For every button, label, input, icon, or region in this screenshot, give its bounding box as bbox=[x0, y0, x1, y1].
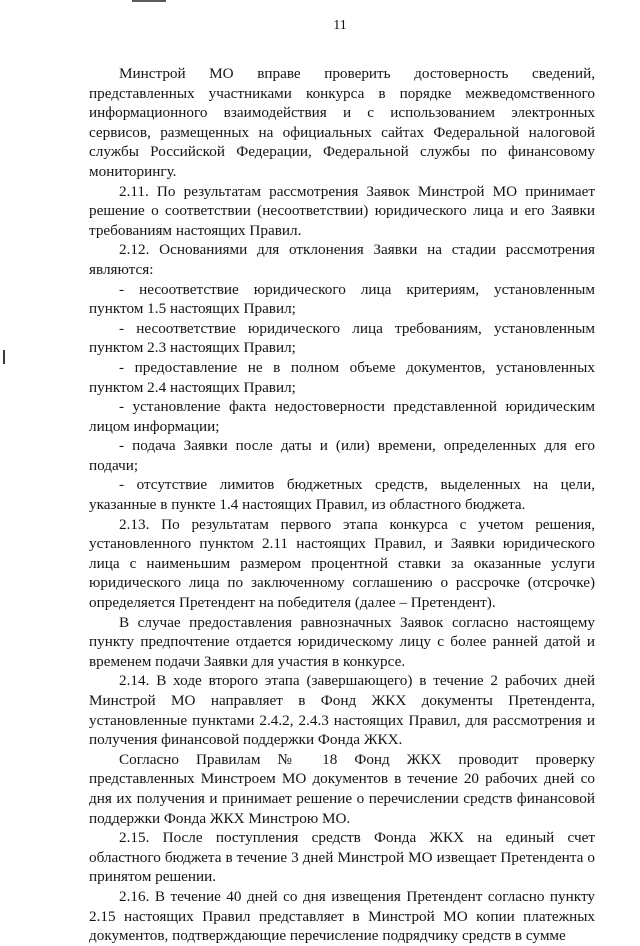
page-number: 11 bbox=[333, 18, 347, 33]
list-item-criteria: - несоответствие юридического лица критериям, установленным пунктом 1.5 настоящих Правил; bbox=[89, 280, 595, 318]
list-item-requirements: - несоответствие юридического лица требованиям, установленным пунктом 2.3 настоящих Правил; bbox=[89, 319, 595, 357]
margin-mark bbox=[3, 350, 5, 364]
paragraph-2-14: 2.14. В ходе второго этапа (завершающего) в течение 2 рабочих дней Минстрой МО направляет в Фонд ЖКХ документы Претендента, установленные пунктами 2.4.2, 2.4.3 настоящих Правил, для рассмотрения и получения финансовой поддержки Фонда ЖКХ. bbox=[89, 672, 595, 749]
paragraph-verification: Минстрой МО вправе проверить достоверность сведений, представленных участниками конкурса в порядке межведомственного информационного взаимодействия и с использованием электронных сервисов, размещенных на официальных сайтах Федеральной налоговой службы Российской Федерации, Федеральной службы по финансовому мониторингу. bbox=[89, 65, 595, 180]
paragraph-2-12: 2.12. Основаниями для отклонения Заявки на стадии рассмотрения являются: bbox=[89, 241, 595, 278]
paragraph-rules-18: Согласно Правилам № 18 Фонд ЖКХ проводит проверку представленных Минстроем МО документов в течение 20 рабочих дней со дня их получения и принимает решение о перечислении средств финансовой поддержки Фонда ЖКХ Минстрою МО. bbox=[89, 750, 595, 827]
paragraph-2-15: 2.15. После поступления средств Фонда ЖКХ на единый счет областного бюджета в течение 3 дней Минстрой МО извещает Претендента о принятом решении. bbox=[89, 829, 595, 886]
paragraph-equal-bids: В случае предоставления равнозначных Заявок согласно настоящему пункту предпочтение отдается юридическому лицу с более ранней датой и временем подачи Заявки для участия в конкурсе. bbox=[89, 613, 595, 670]
list-item-late-submission: - подача Заявки после даты и (или) времени, определенных для его подачи; bbox=[89, 437, 595, 474]
top-rule bbox=[132, 0, 166, 2]
document-body bbox=[89, 64, 595, 946]
list-item-budget-limits: - отсутствие лимитов бюджетных средств, выделенных на цели, указанные в пункте 1.4 настоящих Правил, из областного бюджета. bbox=[89, 476, 595, 514]
paragraph-2-11: 2.11. По результатам рассмотрения Заявок Минстрой МО принимает решение о соответствии (несоответствии) юридического лица и его Заявки требованиям настоящих Правил. bbox=[89, 182, 595, 239]
paragraph-2-16: 2.16. В течение 40 дней со дня извещения Претендент согласно пункту 2.15 настоящих Правил представляет в Минстрой МО копии платежных документов, подтверждающие перечисление подрядчику средств в сумме bbox=[89, 887, 595, 945]
list-item-inaccuracy: - установление факта недостоверности представленной юридическим лицом информации; bbox=[89, 398, 595, 435]
paragraph-2-13: 2.13. По результатам первого этапа конкурса с учетом решения, установленного пунктом 2.11 настоящих Правил, и Заявки юридического лица с наименьшим размером процентной ставки за оказанные услуги юридического лица по заключенному соглашению о рассрочке (отсрочке) определяется Претендент на победителя (далее – Претендент). bbox=[89, 515, 595, 612]
list-item-documents: - предоставление не в полном объеме документов, установленных пунктом 2.4 настоящих Правил; bbox=[89, 358, 595, 396]
